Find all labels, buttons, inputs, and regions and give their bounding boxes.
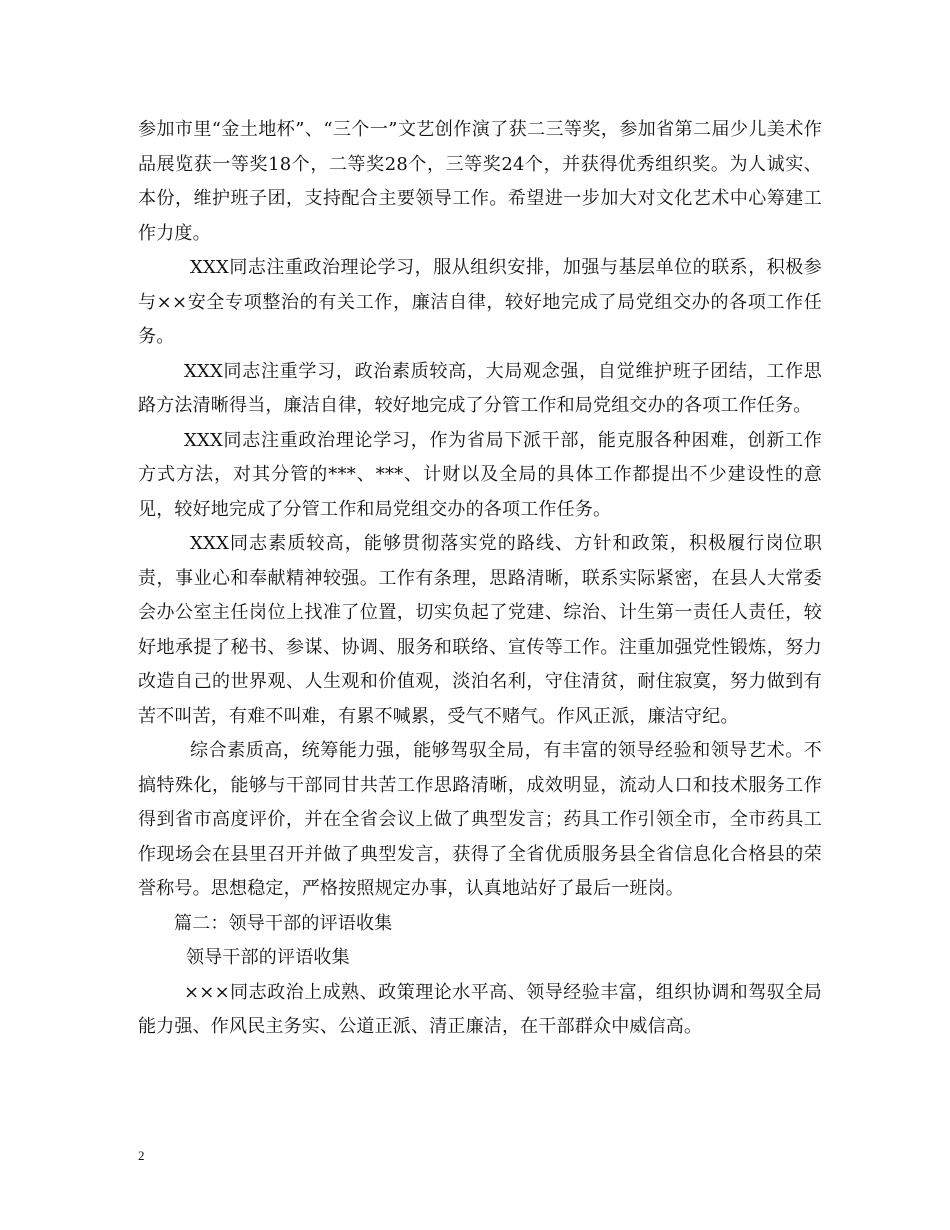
page-number: 2 xyxy=(138,1148,145,1163)
paragraph-evaluation-teamwork: XXX同志注重学习，政治素质较高，大局观念强，自觉维护班子团结，工作思路方法清晰得当，廉洁自律，较好地完成了分管工作和局党组交办的各项工作任务。 xyxy=(138,360,822,416)
paragraph-evaluation-office-director: XXX同志素质较高，能够贯彻落实党的路线、方针和政策，积极履行岗位职责，事业心和奉献精神较强。工作有条理，思路清晰，联系实际紧密，在县人大常委会办公室主任岗位上找准了位置，切实负起了党建、综治、计生第一责任人责任，较好地承提了秘书、参谋、协调、服务和联络、宣传等工作。注重加强党性锻炼，努力改造自己的世界观、人生观和价值观，淡泊名利，守住清贫，耐住寂寞，努力做到有苦不叫苦，有难不叫难，有累不喊累，受气不赌气。作风正派，廉洁守纪。 xyxy=(138,533,822,727)
paragraph-evaluation-provincial-cadre: XXX同志注重政治理论学习，作为省局下派干部，能克服各种困难，创新工作方式方法，对其分管的***、***、计财以及全局的具体工作都提出不少建设性的意见，较好地完成了分管工作和局党组交办的各项工作任务。 xyxy=(138,429,822,520)
document-body xyxy=(138,113,822,1045)
paragraph-evaluation-mature-leader: ×××同志政治上成熟、政策理论水平高、领导经验丰富，组织协调和驾驭全局能力强、作风民主务实、公道正派、清正廉洁，在干部群众中威信高。 xyxy=(138,981,822,1037)
paragraph-evaluation-safety: XXX同志注重政治理论学习，服从组织安排，加强与基层单位的联系，积极参与××安全专项整治的有关工作，廉洁自律，较好地完成了局党组交办的各项工作任务。 xyxy=(138,257,822,347)
paragraph-award-summary: 参加市里“金土地杯”、“三个一”文艺创作演了获二三等奖，参加省第二届少儿美术作品展览获一等奖18个，二等奖28个，三等奖24个，并获得优秀组织奖。为人诚实、本份，维护班子团，支持配合主要领导工作。希望进一步加大对文化艺术中心筹建工作力度。 xyxy=(138,119,822,244)
section-title: 领导干部的评语收集 xyxy=(186,947,350,968)
paragraph-evaluation-overall-quality: 综合素质高，统筹能力强，能够驾驭全局，有丰富的领导经验和领导艺术。不搞特殊化，能够与干部同甘共苦工作思路清晰，成效明显，流动人口和技术服务工作得到省市高度评价，并在全省会议上做了典型发言；药具工作引领全市，全市药具工作现场会在县里召开并做了典型发言，获得了全省优质服务县全省信息化合格县的荣誉称号。思想稳定，严格按照规定办事，认真地站好了最后一班岗。 xyxy=(138,740,822,899)
section-heading: 篇二：领导干部的评语收集 xyxy=(174,912,393,934)
